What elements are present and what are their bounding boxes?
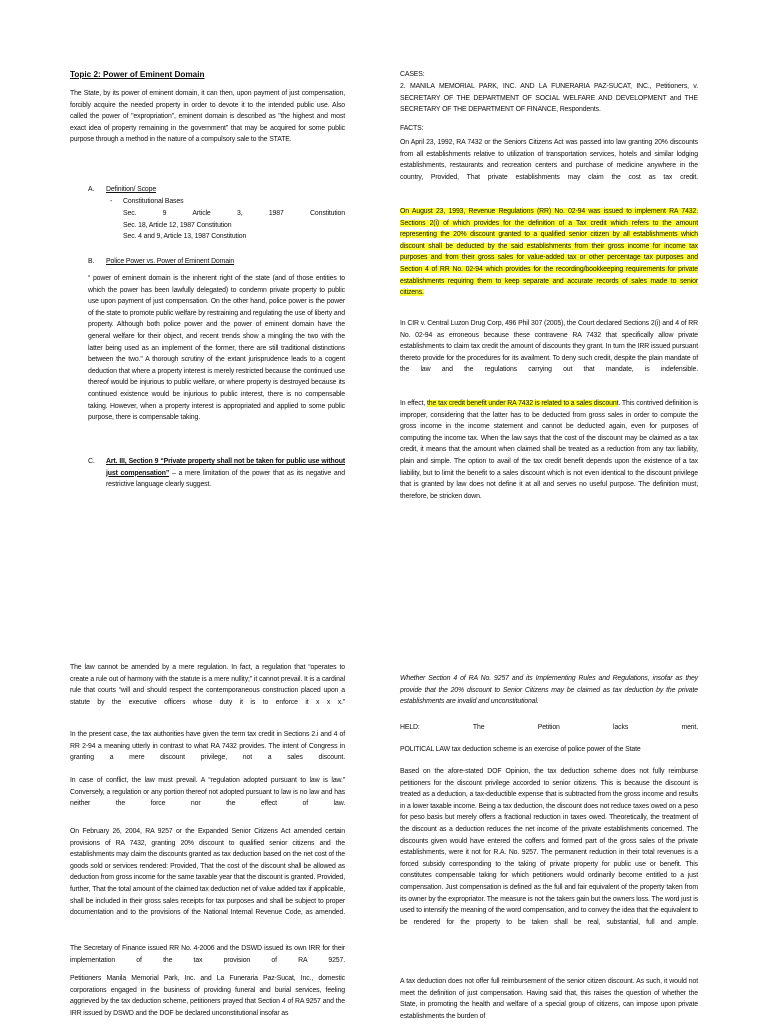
conflict-paragraph: In case of conflict, the law must prevail. A “regulation adopted pursuant to law is law.” Conversely, a regulation or any portion thereof not adopted pursuant to law is no law and has neither the force nor the effect of law. <box>70 777 345 808</box>
section-a-title: Definition/ Scope <box>106 186 157 193</box>
section-c <box>88 456 345 491</box>
in-effect-body: . This contrived definition is improper, considering that the latter has to be deducted from gross sales in order to compute the gross income in the income statement and cannot be deducted again, even for purposes of computing the income tax. When the law says that the cost of the discount may be claimed as a tax credit, it means that the amount when claimed shall be treated as a reduction from any tax liability, plain and simple. The option to avail of the tax credit benefit depends upon the existence of a tax liability, but to limit the benefit to a sales discount which is not even identical to the discount privilege that is granted by law does not define it at all and serves no useful purpose. The definition must, therefore, be stricken down. <box>400 400 698 500</box>
cases-label: CASES: <box>400 71 425 78</box>
list-item: Sec. 18, Article 12, 1987 Constitution <box>123 221 232 229</box>
present-case-paragraph: In the present case, the tax authorities have given the term tax credit in Sections 2.i and 4 of RR 2-94 a meaning utterly in contrast to what RA 7432 provides. The intent of Congress in granting a mere discount privilege, not a sales discount. <box>70 731 345 762</box>
facts-paragraph: On April 23, 1992, RA 7432 or the Seniors Citizens Act was passed into law granting 20% discounts from all establishments relative to utilization of transportation services, hotels and similar lodging establishments, restaurants and recreation centers and purchase of medicine anywhere in the country, Provided, That private establishments may claim the cost as tax credit. <box>400 139 698 181</box>
section-a-letter: A. <box>88 186 95 193</box>
constitutional-bases-text: Constitutional Bases <box>123 198 184 205</box>
police-power-quote: “ power of eminent domain is the inherent right of the state (and of those entities to which the power has been lawfully delegated) to condemn private property to public use upon payment of just compensation. On the other hand, police power is the power of the state to promote public welfare by restraining and regulating the use of liberty and property. Although both police power and the power of eminent domain have the general welfare for their object, and recent trends show a mingling the two with the latter being used as an implement of the former, there are still traditional distinctions between the two.” A thorough scrutiny of the extant jurisprudence leads to a cogent deduction that where a property interest is merely restricted because the continued use thereof would be injurious to public welfare, or where property is destroyed because its continued existence would be injurious to public interest, there is no compensable taking. However, when a property interest is appropriated and applied to some public purpose, there is compensable taking. <box>88 275 345 422</box>
doctrine-line: POLITICAL LAW tax deduction scheme is an exercise of police power of the State <box>400 746 641 753</box>
intro-paragraph: The State, by its power of eminent domain, it can then, upon payment of just compensation, forcibly acquire the needed property in order to devote it to the intended public use. Also called the power of "expropriation", eminent domain is described as "the highest and most exact idea of property remaining in the government" that may be acquired for some public purpose through a method in the nature of a compulsory sale to the STATE. <box>70 90 345 144</box>
section-b-heading <box>88 256 345 268</box>
secretary-paragraph: The Secretary of Finance issued RR No. 4-2006 and the DSWD issued its own IRR for their implementation of the tax provision of RA 9257. <box>70 945 345 964</box>
constitutional-bases-label <box>110 196 345 208</box>
list-item: Sec. 4 and 9, Article 13, 1987 Constitution <box>123 233 247 241</box>
section-b-title: Police Power vs. Power of Eminent Domain <box>106 258 235 265</box>
list-item: Sec. 9 Article 3, 1987 Constitution <box>123 210 345 217</box>
section-c-letter: C. <box>88 458 95 465</box>
section-c-provision: Art. III, Section 9 “Private property shall not be taken for public use without just compensation” <box>106 458 345 477</box>
law-amendment-paragraph: The law cannot be amended by a mere regulation. In fact, a regulation that “operates to create a rule out of harmony with the statute is a mere nullity;” it cannot prevail. It is a cardinal rule that courts “will and should respect the contemporaneous construction placed upon a statute by the executive officers whose duty it is to enforce it x x x.” <box>70 664 345 706</box>
topic-title: Topic 2: Power of Eminent Domain <box>70 70 205 79</box>
issue-paragraph: Whether Section 4 of RA No. 9257 and its Implementing Rules and Regulations, insofar as they provide that the 20% discount to Senior Citizens may be claimed as tax deduction by the private establishments are invalid and unconstitutional. <box>400 675 698 706</box>
bullet-dash: - <box>110 198 113 205</box>
ruling-paragraph: Based on the afore-stated DOF Opinion, the tax deduction scheme does not fully reimburse petitioners for the discount privilege accorded to senior citizens. This is because the discount is treated as a deduction, a tax-deductible expense that is subtracted from the gross income and results in a lower taxable income. Being a tax deduction, the discount does not reduce taxes owed on a peso for peso basis but merely offers a fractional reduction in taxes owed. Theoretically, the treatment of the discount as a deduction reduces the net income of the private establishments concerned. The discounts given would have entered the coffers and formed part of the gross sales of the private establishments, were it not for R.A. No. 9257. The permanent reduction in their total revenues is a forced subsidy corresponding to the taking of private property for public use or benefit. This constitutes compensable taking for which petitioners would ordinarily become entitled to a just compensation. Just compensation is defined as the full and fair equivalent of the property taken from its owner by the expropriator. The measure is not the takers gain but the owners loss. The word just is used to intensify the meaning of the word compensation, and to convey the idea that the equivalent to be rendered for the property to be taken shall be real, substantial, full and ample. <box>400 768 698 926</box>
in-effect-paragraph <box>400 398 698 502</box>
constitutional-bases-list <box>123 208 345 243</box>
facts-label: FACTS: <box>400 125 424 132</box>
section-b-letter: B. <box>88 258 95 265</box>
highlight-text: On August 23, 1993, Revenue Regulations (RR) No. 02-94 was issued to implement RA 7432. Sections 2(i) of which provides for the definition of a Tax credit which refers to the amount representing the 20% discount granted to a qualified senior citizen by all establishments which discount shall be deducted by the said establishments from their gross income for income tax purposes and from their gross sales for value-added tax or other percentage tax purposes and Section 4 of RR No. 02-94 which provides for the recording/bookkeeping requirements for private establishments requiring them to keep separate and accurate records of sales made to senior citizens. <box>400 208 698 297</box>
held-line: HELD: The Petition lacks merit. <box>400 724 698 731</box>
in-effect-lead: In effect, <box>400 400 428 407</box>
section-c-explanation: – a mere limitation of the power that as its negative and restrictive language clearly suggest. <box>106 469 345 489</box>
petitioners-paragraph: Petitioners Manila Memorial Park, Inc. and La Funeraria Paz-Sucat, Inc., domestic corporations engaged in the business of providing funeral and burial services, feeling aggrieved by the tax deduction scheme, petitioners prayed that Section 4 of RA 9257 and the IRR issued by DSWD and the DOF be declared unconstitutional insofar as <box>70 975 345 1017</box>
cir-paragraph: In CIR v. Central Luzon Drug Corp, 496 Phil 307 (2005), the Court declared Sections 2(i) and 4 of RR No. 02-94 as erroneous because these contravene RA 7432 that specifically allow private establishments to claim tax credit the amount of discounts they grant. In turn the IRR issued pursuant thereto provide for the procedures for its availment. To deny such credit, despite the plain mandate of the law and the regulations carrying out that mandate, is indefensible. <box>400 320 698 374</box>
ra9257-paragraph: On February 26, 2004, RA 9257 or the Expanded Senior Citizens Act amended certain provisions of RA 7432, granting 20% discount to qualified senior citizens and the establishments may claim the discounts granted as tax deduction based on the net cost of the goods sold or services rendered: Provided, That the cost of the discount shall be allowed as deduction from gross income for the same taxable year that the discount is granted. Provided, further, That the total amount of the claimed tax deduction net of value added tax if applicable, shall be included in their gross sales receipts for tax purposes and shall be subject to proper documentation and to the provisions of the National Internal Revenue Code, as amended. <box>70 828 345 917</box>
highlighted-facts-paragraph <box>400 206 698 299</box>
case-title: 2. MANILA MEMORIAL PARK, INC. AND LA FUNERARIA PAZ-SUCAT, INC., Petitioners, v. SECRETARY OF THE DEPARTMENT OF SOCIAL WELFARE AND DEVELOPMENT and THE SECRETARY OF THE DEPARTMENT OF FINANCE, Respondents. <box>400 83 698 114</box>
tax-deduction-paragraph: A tax deduction does not offer full reimbursement of the senior citizen discount. As such, it would not meet the definition of just compensation. Having said that, this raises the question of whether the State, in promoting the health and welfare of a special group of citizens, can impose upon private establishments the burden of <box>400 978 698 1020</box>
in-effect-highlight: the tax credit benefit under RA 7432 is related to a sales discount <box>427 400 619 407</box>
section-a-heading <box>88 184 345 196</box>
